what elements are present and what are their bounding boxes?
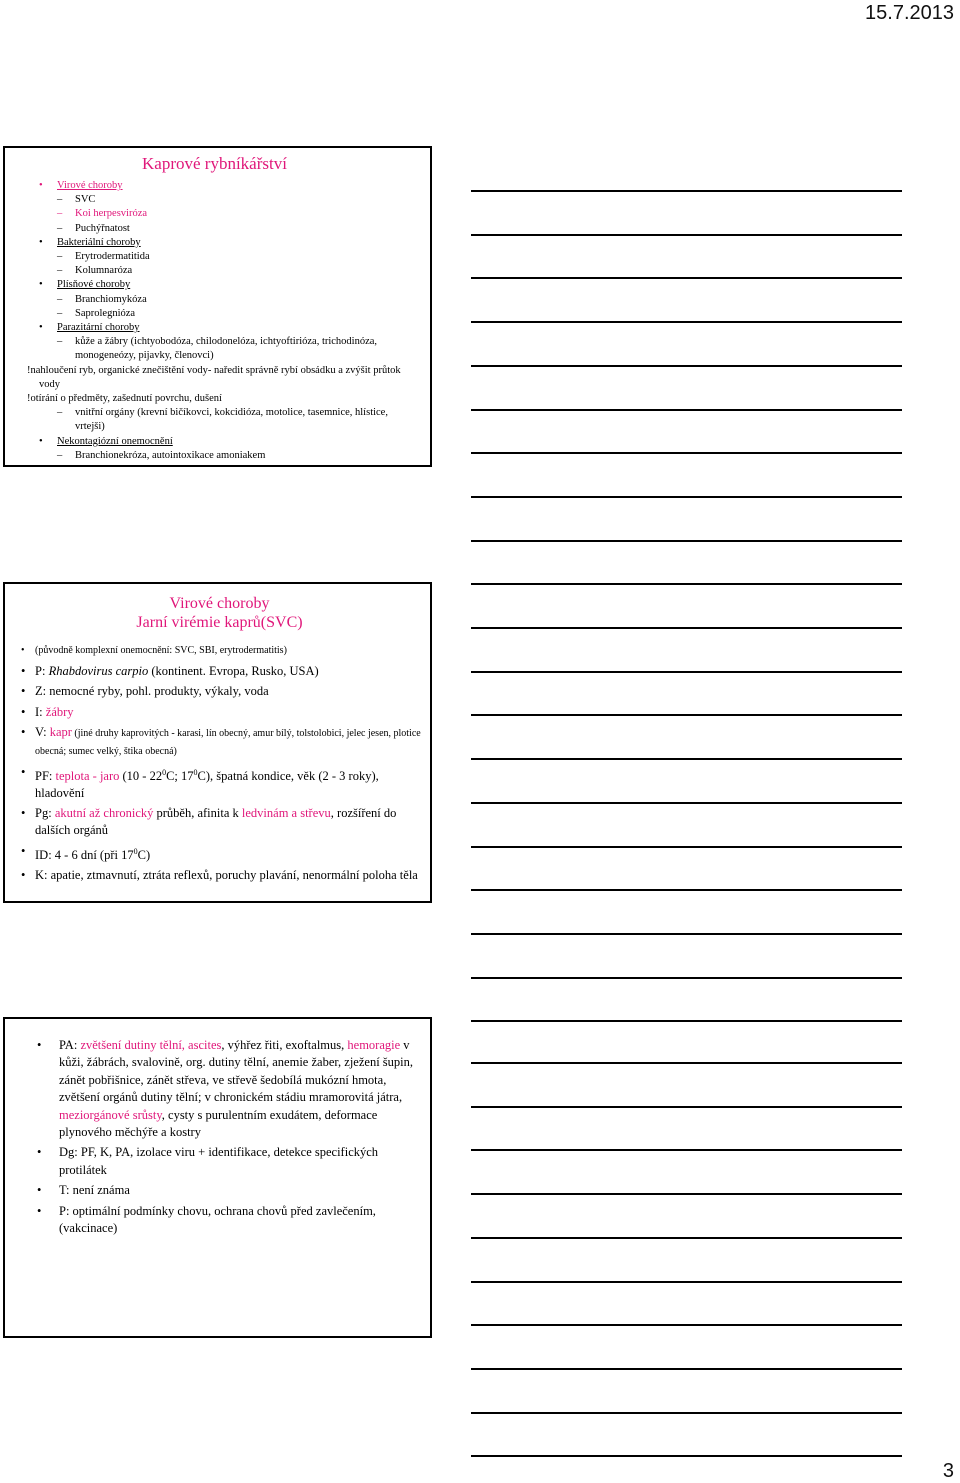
note-line	[471, 714, 902, 716]
list-item: – kůže a žábry (ichtyobodóza, chilodonelóza, ichtyoftirióza, trichodinóza, monogeneózy, pijavky, členovci)	[39, 335, 419, 363]
note-line	[471, 234, 902, 236]
list-item: • P: optimální podmínky chovu, ochrana chovů před zavlečením, (vakcinace)	[37, 1203, 417, 1238]
list-item: • P: Rhabdovirus carpio (kontinent. Evropa, Rusko, USA)	[21, 663, 421, 680]
note-line	[471, 1020, 902, 1022]
slide-2-title-line-2: Jarní virémie kaprů(SVC)	[136, 614, 303, 631]
slide-2-bullet-list	[21, 642, 421, 888]
list-item: • Virové choroby	[39, 179, 419, 193]
list-item: • K: apatie, ztmavnutí, ztráta reflexů, poruchy plavání, nenormální poloha těla	[21, 867, 421, 884]
list-item: • Nekontagiózní onemocnění	[39, 435, 419, 449]
note-line	[471, 583, 902, 585]
list-item: • Parazitární choroby	[39, 321, 419, 335]
list-item: • Pg: akutní až chronický průběh, afinita k ledvinám a střevu, rozšíření do dalších orgánů	[21, 805, 421, 839]
list-item: !otírání o předměty, zašednutí povrchu, dušení	[27, 393, 222, 405]
note-line	[471, 758, 902, 760]
slide-2-title	[5, 594, 434, 632]
note-line	[471, 452, 902, 454]
list-item: – Branchiomykóza	[39, 293, 419, 307]
list-item: • Z: nemocné ryby, pohl. produkty, výkaly, voda	[21, 683, 421, 700]
note-line	[471, 1193, 902, 1195]
list-item: – SVC	[39, 193, 419, 207]
note-line	[471, 365, 902, 367]
list-item: • ID: 4 - 6 dní (při $17^0C$)	[21, 843, 421, 864]
slide-2	[3, 582, 432, 903]
slide-1	[3, 146, 432, 467]
note-line	[471, 1368, 902, 1370]
note-line	[471, 190, 902, 192]
list-item: • T: není známa	[37, 1182, 417, 1199]
list-item: • Bakteriální choroby	[39, 236, 419, 250]
list-item: • I: žábry	[21, 704, 421, 721]
list-item: !nahloučení ryb, organické znečištění vody- naředit správně rybí obsádku a zvýšit průtok vody	[27, 364, 401, 390]
note-line	[471, 627, 902, 629]
note-line	[471, 846, 902, 848]
list-item: • Dg: PF, K, PA, izolace viru + identifikace, detekce specifických protilátek	[37, 1144, 417, 1179]
list-item: • (původně komplexní onemocnění: SVC, SBI, erytrodermatitis)	[21, 642, 421, 659]
note-line	[471, 1062, 902, 1064]
list-item: – Puchýřnatost	[39, 222, 419, 236]
note-line	[471, 1149, 902, 1151]
list-item: – vnitřní orgány (krevní bičíkovci, kokcidióza, motolice, tasemnice, hlístice, vrtejši)	[39, 406, 419, 434]
note-line	[471, 977, 902, 979]
page-number: 3	[942, 1460, 954, 1482]
note-line	[471, 1106, 902, 1108]
list-item: – Saprolegnióza	[39, 307, 419, 321]
note-line	[471, 277, 902, 279]
note-line	[471, 1237, 902, 1239]
list-item: – Koi herpesviróza	[39, 207, 419, 221]
date-header: 15.7.2013	[865, 2, 954, 24]
note-line	[471, 933, 902, 935]
note-line	[471, 802, 902, 804]
note-line	[471, 889, 902, 891]
list-item: • PF: teplota - jaro ($10 - 22^0C$; $17^0C$), špatná kondice, věk (2 - 3 roky), hladovění	[21, 764, 421, 802]
note-line	[471, 540, 902, 542]
note-line	[471, 1412, 902, 1414]
slide-3-bullet-list	[37, 1037, 417, 1240]
note-line	[471, 671, 902, 673]
list-item: – Kolumnaróza	[39, 264, 419, 278]
list-item: • Plísňové choroby	[39, 278, 419, 292]
note-line	[471, 409, 902, 411]
note-line	[471, 496, 902, 498]
note-line	[471, 1455, 902, 1457]
slide-3	[3, 1017, 432, 1338]
list-item: – Branchionekróza, autointoxikace amoniakem	[39, 449, 419, 463]
slide-1-bullet-list	[27, 179, 419, 463]
list-item: – Erytrodermatitida	[39, 250, 419, 264]
note-line	[471, 1281, 902, 1283]
list-item: • V: kapr (jiné druhy kaprovitých - karasi, lín obecný, amur bílý, tolstolobici, jelec jesen, plotice obecná; sumec velký, štika obecná)	[21, 724, 421, 760]
slide-1-title: Kaprové rybníkářství	[142, 154, 287, 173]
note-line	[471, 1324, 902, 1326]
slide-2-title-line-1: Virové choroby	[169, 595, 270, 612]
list-item: • PA: zvětšení dutiny tělní, ascites, výhřez řiti, exoftalmus, hemoragie v kůži, žábrách, svalovině, org. dutiny tělní, anemie žaber, zježení šupin, zánět pobřišnice, zánět střeva, ve střevě šedobílá mukózní hmota, zvětšení orgánů dutiny tělní; v chronickém stádiu mramorovitá játra, meziorgánové srůsty, cysty s purulentním exudátem, deformace plynového měchýře a kostry	[37, 1037, 417, 1141]
note-line	[471, 321, 902, 323]
